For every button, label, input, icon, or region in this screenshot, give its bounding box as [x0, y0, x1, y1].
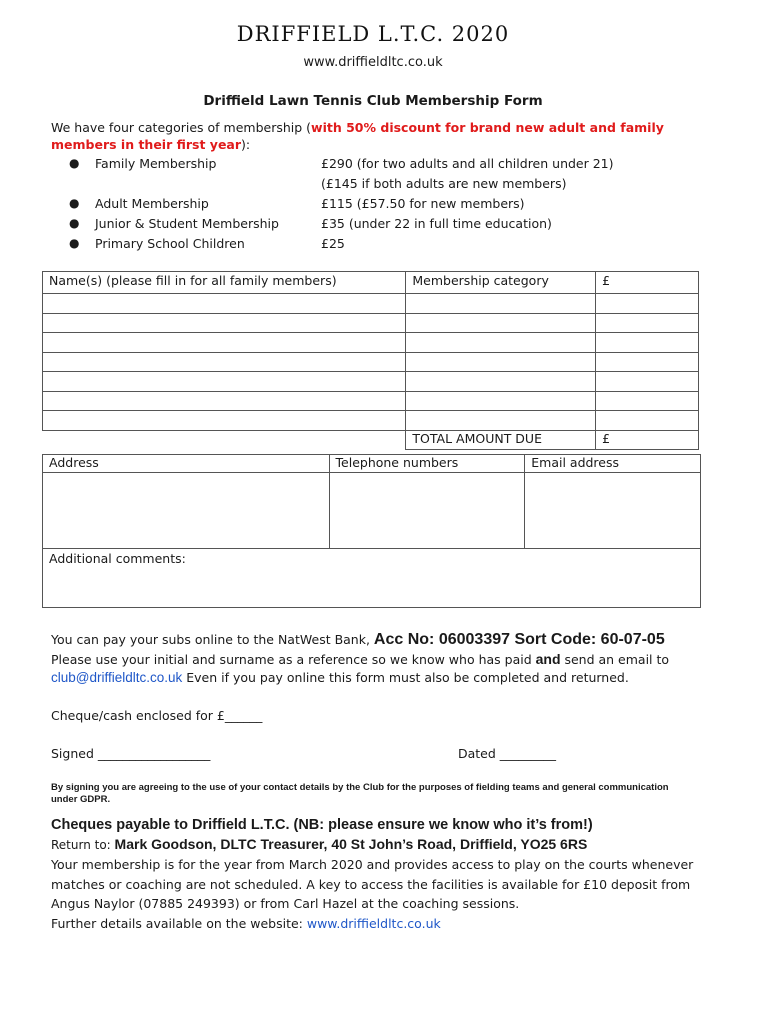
- category-cell[interactable]: [406, 333, 596, 353]
- contact-input-row[interactable]: [43, 473, 701, 549]
- name-cell[interactable]: [43, 372, 406, 392]
- intro-text-end: ):: [241, 137, 251, 152]
- category-cell[interactable]: [406, 313, 596, 333]
- bullet-icon: ●: [69, 236, 80, 250]
- category-header: Membership category: [406, 272, 596, 294]
- payment-note: Even if you pay online this form must also be completed and returned.: [182, 670, 629, 685]
- amount-cell[interactable]: [596, 391, 699, 411]
- payment-line-3: [51, 668, 629, 688]
- club-title: DRIFFIELD L.T.C. 2020: [236, 22, 510, 46]
- name-cell[interactable]: [43, 391, 406, 411]
- address-header: Address: [43, 455, 330, 473]
- payment-and: and: [535, 651, 561, 667]
- payment-line-2: [51, 649, 669, 670]
- amount-cell[interactable]: [596, 333, 699, 353]
- total-label: TOTAL AMOUNT DUE: [406, 430, 596, 450]
- table-row[interactable]: [43, 352, 699, 372]
- table-row[interactable]: [43, 313, 699, 333]
- bullet-icon: ●: [69, 216, 80, 230]
- signed-field[interactable]: Signed __________________: [51, 746, 211, 761]
- category-name: Adult Membership: [95, 196, 209, 211]
- names-header: Name(s) (please fill in for all family members): [43, 272, 406, 294]
- intro-paragraph: [51, 119, 701, 153]
- comments-label: Additional comments:: [49, 551, 186, 566]
- contact-header-row: [43, 455, 701, 473]
- cheque-field[interactable]: Cheque/cash enclosed for £______: [51, 708, 263, 723]
- name-cell[interactable]: [43, 352, 406, 372]
- form-title: Driffield Lawn Tennis Club Membership Form: [203, 93, 543, 109]
- category-cell[interactable]: [406, 352, 596, 372]
- total-spacer: [43, 430, 406, 450]
- category-price: £290 (for two adults and all children under 21): [321, 156, 614, 171]
- amount-cell[interactable]: [596, 411, 699, 431]
- total-amount-cell[interactable]: £: [596, 430, 699, 450]
- cheques-payable: Cheques payable to Driffield L.T.C. (NB: please ensure we know who it’s from!): [51, 817, 593, 833]
- bullet-icon: ●: [69, 196, 80, 210]
- category-name: Primary School Children: [95, 236, 245, 251]
- closing-paragraph: [51, 855, 711, 933]
- gdpr-notice: By signing you are agreeing to the use of your contact details by the Club for the purposes of fielding teams and general communication under GDPR.: [51, 782, 669, 805]
- amount-cell[interactable]: [596, 372, 699, 392]
- table-row[interactable]: [43, 391, 699, 411]
- further-details: [51, 914, 711, 934]
- email-header: Email address: [525, 455, 701, 473]
- further-details-text: Further details available on the website:: [51, 915, 307, 931]
- total-row: [43, 430, 699, 450]
- name-cell[interactable]: [43, 294, 406, 314]
- table-row[interactable]: [43, 411, 699, 431]
- members-table: [42, 271, 699, 450]
- category-note: (£145 if both adults are new members): [321, 176, 567, 191]
- phone-field[interactable]: [329, 473, 525, 549]
- dated-field[interactable]: Dated _________: [458, 746, 557, 761]
- category-price: £35 (under 22 in full time education): [321, 216, 552, 231]
- return-label: Return to:: [51, 838, 115, 852]
- name-cell[interactable]: [43, 333, 406, 353]
- footer-website-link[interactable]: www.driffieldltc.co.uk: [306, 915, 441, 931]
- amount-cell[interactable]: [596, 313, 699, 333]
- members-header-row: [43, 272, 699, 294]
- comments-field[interactable]: [43, 549, 701, 608]
- category-cell[interactable]: [406, 372, 596, 392]
- club-email-link[interactable]: club@driffieldltc.co.uk: [51, 670, 183, 685]
- email-field[interactable]: [525, 473, 701, 549]
- membership-info: Your membership is for the year from March 2020 and provides access to play on the courts whenever matches or coaching are not scheduled. A key to access the facilities is available for £10 deposit from Angus Naylor (07885 249393) or from Carl Hazel at the coaching sessions.: [51, 857, 694, 911]
- category-price: £25: [321, 236, 345, 251]
- category-name: Family Membership: [95, 156, 217, 171]
- category-cell[interactable]: [406, 294, 596, 314]
- bank-account: Acc No: 06003397 Sort Code: 60-07-05: [373, 631, 665, 648]
- category-cell[interactable]: [406, 411, 596, 431]
- payment-text-end: send an email to: [560, 652, 670, 667]
- bullet-icon: ●: [69, 156, 80, 170]
- discount-text: with 50% discount for brand new adult and family members in their first year: [51, 120, 664, 152]
- intro-text: We have four categories of membership (: [51, 120, 312, 135]
- return-address: Mark Goodson, DLTC Treasurer, 40 St John’s Road, Driffield, YO25 6RS: [114, 836, 588, 852]
- payment-text: You can pay your subs online to the NatWest Bank,: [51, 632, 374, 647]
- table-row[interactable]: [43, 372, 699, 392]
- table-row[interactable]: [43, 294, 699, 314]
- return-to: [51, 836, 587, 852]
- name-cell[interactable]: [43, 411, 406, 431]
- payment-line-1: [51, 630, 665, 650]
- name-cell[interactable]: [43, 313, 406, 333]
- category-cell[interactable]: [406, 391, 596, 411]
- payment-text: Please use your initial and surname as a reference so we know who has paid: [51, 652, 536, 667]
- category-price: £115 (£57.50 for new members): [321, 196, 525, 211]
- address-field[interactable]: [43, 473, 330, 549]
- category-name: Junior & Student Membership: [95, 216, 279, 231]
- phone-header: Telephone numbers: [329, 455, 525, 473]
- club-website[interactable]: www.driffieldltc.co.uk: [303, 55, 443, 70]
- contact-table: [42, 454, 701, 608]
- comments-row[interactable]: [43, 549, 701, 608]
- table-row[interactable]: [43, 333, 699, 353]
- amount-cell[interactable]: [596, 294, 699, 314]
- amount-cell[interactable]: [596, 352, 699, 372]
- amount-header: £: [596, 272, 699, 294]
